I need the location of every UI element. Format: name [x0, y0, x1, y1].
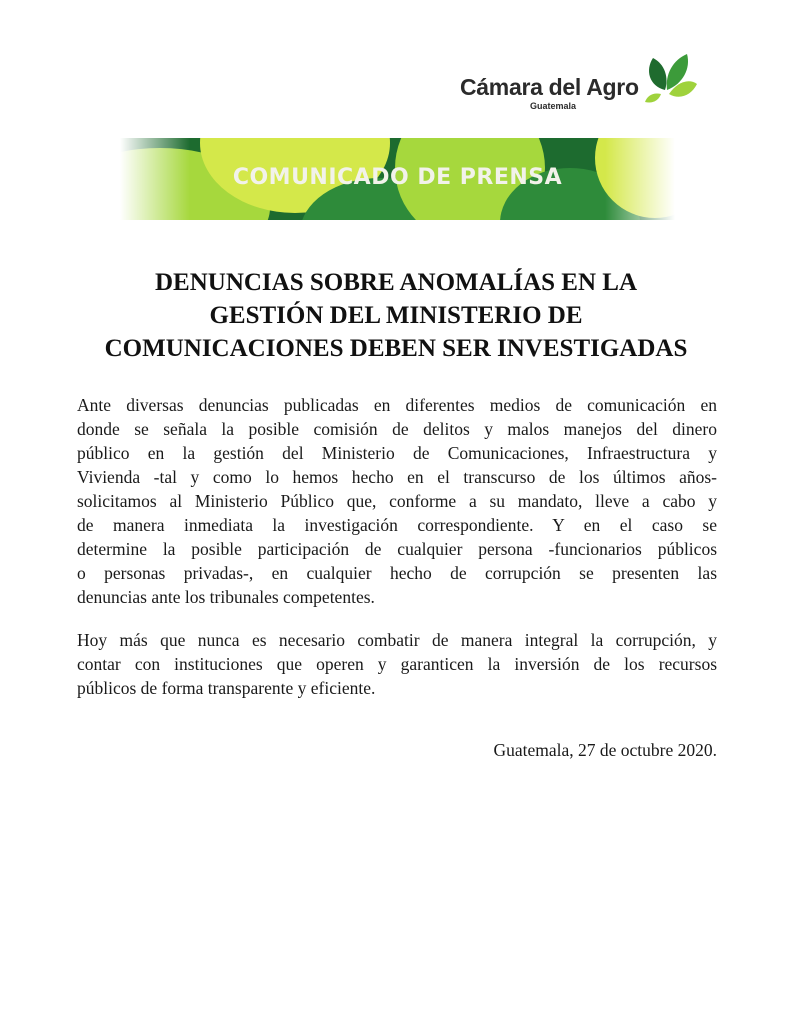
date-line: Guatemala, 27 de octubre 2020. [493, 740, 717, 760]
headline [60, 266, 732, 365]
paragraph-line: públicos de forma transparente y eficiente. [77, 678, 376, 698]
paragraph-line: Vivienda -tal y como lo hemos hecho en el transcurso de los últimos años- [77, 467, 717, 487]
press-release-banner [120, 138, 675, 220]
paragraph-line: o personas privadas-, en cualquier hecho de corrupción se presenten las [77, 563, 717, 583]
paragraph-line: Hoy más que nunca es necesario combatir de manera integral la corrupción, y [77, 630, 717, 650]
leaves-icon [635, 46, 697, 108]
logo-subtitle: Guatemala [530, 101, 577, 111]
paragraph-line: donde se señala la posible comisión de delitos y malos manejos del dinero [77, 419, 717, 439]
paragraph-line: denuncias ante los tribunales competentes. [77, 587, 375, 607]
banner-title: COMUNICADO DE PRENSA [232, 165, 563, 190]
paragraph-line: Ante diversas denuncias publicadas en diferentes medios de comunicación en [77, 395, 717, 415]
logo [455, 46, 700, 116]
headline-line: COMUNICACIONES DEBEN SER INVESTIGADAS [104, 335, 688, 362]
headline-line: DENUNCIAS SOBRE ANOMALÍAS EN LA [154, 269, 638, 296]
paragraph-line: contar con instituciones que operen y garanticen la inversión de los recursos [77, 654, 717, 674]
paragraph-line: de manera inmediata la investigación correspondiente. Y en el caso se [77, 515, 717, 535]
paragraph-1 [77, 393, 717, 609]
paragraph-line: público en la gestión del Ministerio de Comunicaciones, Infraestructura y [77, 443, 717, 463]
paragraph-line: determine la posible participación de cualquier persona -funcionarios públicos [77, 539, 717, 559]
headline-line: GESTIÓN DEL MINISTERIO DE [209, 302, 583, 329]
paragraph-line: solicitamos al Ministerio Público que, conforme a su mandato, lleve a cabo y [77, 491, 717, 511]
paragraph-2 [77, 628, 717, 700]
logo-name: Cámara del Agro [460, 74, 639, 100]
